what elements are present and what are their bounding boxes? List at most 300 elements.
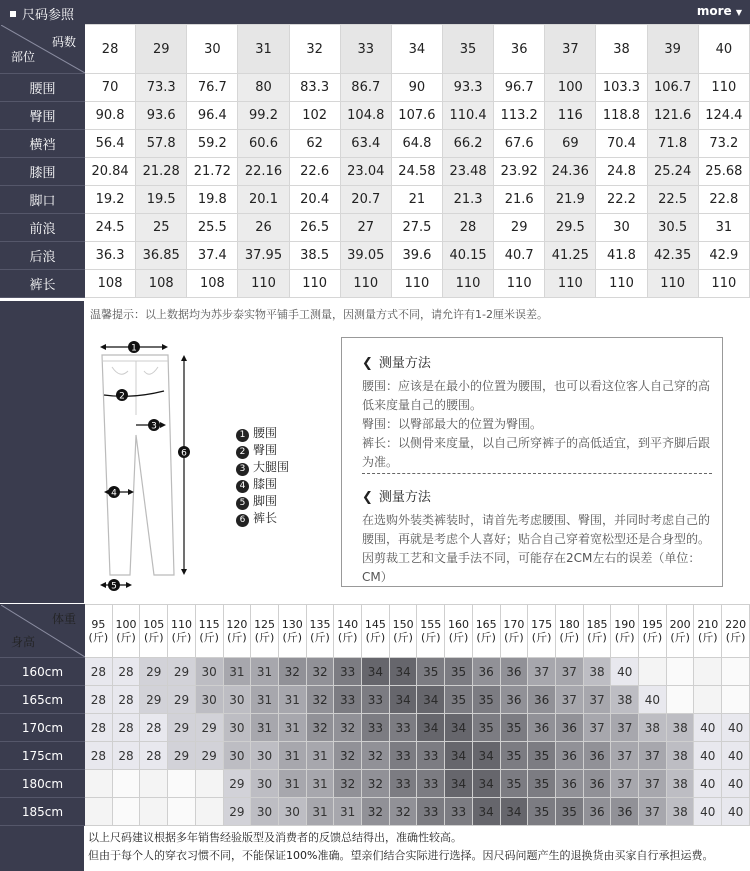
weight-value: 200	[669, 618, 691, 631]
recommend-cell	[666, 658, 694, 686]
recommend-cell: 34	[389, 658, 417, 686]
size-row	[1, 242, 750, 270]
size-cell: 124.4	[698, 102, 749, 130]
recommend-cell: 40	[694, 714, 722, 742]
header-title-text: 尺码参照	[22, 8, 75, 23]
method-title-2-text: 测量方法	[378, 490, 431, 505]
recommend-cell: 36	[611, 798, 639, 826]
size-cell: 24.8	[596, 158, 647, 186]
recommend-cell: 37	[639, 798, 667, 826]
weight-value: 165	[475, 618, 497, 631]
recommend-cell: 34	[417, 714, 445, 742]
size-cell: 21.72	[187, 158, 238, 186]
size-header-row	[1, 25, 750, 74]
size-cell: 25.5	[187, 214, 238, 242]
svg-text:4: 4	[111, 488, 117, 499]
recommend-cell: 37	[611, 714, 639, 742]
method-section-1	[362, 352, 712, 472]
weight-value: 220	[725, 618, 747, 631]
recommend-cell: 37	[555, 658, 583, 686]
size-cell: 27.5	[391, 214, 442, 242]
size-cell: 21	[391, 186, 442, 214]
legend-item	[236, 459, 289, 476]
recommend-cell: 34	[445, 714, 473, 742]
size-cell: 59.2	[187, 130, 238, 158]
weight-unit: (斤)	[670, 631, 690, 644]
recommend-cell: 31	[251, 658, 279, 686]
chevron-left-icon: ❮	[362, 490, 373, 505]
size-cell: 24.58	[391, 158, 442, 186]
square-icon	[10, 11, 16, 17]
recommend-cell: 35	[417, 658, 445, 686]
recommend-cell: 28	[140, 714, 168, 742]
height-label: 185cm	[1, 798, 85, 826]
recommend-cell: 35	[445, 658, 473, 686]
method-title-2	[362, 486, 712, 505]
weight-header-cell	[694, 605, 722, 658]
size-cell: 24.5	[85, 214, 136, 242]
weight-unit: (斤)	[171, 631, 192, 644]
recommend-cell: 34	[362, 658, 390, 686]
recommend-cell: 34	[445, 770, 473, 798]
size-cell: 20.4	[289, 186, 340, 214]
recommend-cell: 38	[639, 714, 667, 742]
weight-value: 105	[143, 618, 165, 631]
recommend-cell: 34	[445, 742, 473, 770]
size-cell: 20.1	[238, 186, 289, 214]
size-header-cell: 31	[238, 25, 289, 74]
size-cell: 116	[545, 102, 596, 130]
size-cell: 26	[238, 214, 289, 242]
method-length: 裤长：以侧骨来度量，以自己所穿裤子的高低适宜，到平齐脚后跟为准。	[362, 436, 711, 469]
weight-row	[1, 658, 750, 686]
size-cell: 110	[391, 270, 442, 298]
size-cell: 42.35	[647, 242, 698, 270]
weight-unit: (斤)	[143, 631, 164, 644]
recommend-cell: 30	[251, 742, 279, 770]
weight-header-cell	[223, 605, 251, 658]
size-cell: 83.3	[289, 74, 340, 102]
weight-header-cell	[168, 605, 196, 658]
recommend-cell: 40	[611, 658, 639, 686]
weight-value: 170	[503, 618, 525, 631]
recommend-cell: 33	[389, 714, 417, 742]
recommend-cell: 28	[85, 742, 113, 770]
recommend-cell: 37	[611, 742, 639, 770]
recommend-cell: 34	[472, 770, 500, 798]
size-row-label: 后浪	[1, 242, 85, 270]
weight-unit: (斤)	[282, 631, 303, 644]
recommend-cell	[140, 770, 168, 798]
recommend-cell: 35	[528, 798, 556, 826]
size-cell: 21.3	[442, 186, 493, 214]
weight-unit: (斤)	[88, 631, 109, 644]
recommend-cell: 32	[306, 658, 334, 686]
chevron-left-icon: ❮	[362, 356, 373, 371]
legend-label: 脚围	[253, 494, 278, 508]
recommend-cell: 34	[389, 686, 417, 714]
recommend-cell: 33	[362, 714, 390, 742]
recommend-cell: 33	[389, 742, 417, 770]
recommend-cell: 40	[722, 798, 750, 826]
size-row	[1, 102, 750, 130]
size-cell: 80	[238, 74, 289, 102]
recommend-cell: 30	[251, 770, 279, 798]
recommend-cell: 38	[666, 714, 694, 742]
size-cell: 110	[340, 270, 391, 298]
size-cell: 110	[494, 270, 545, 298]
recommend-cell: 31	[306, 770, 334, 798]
weight-value: 135	[309, 618, 331, 631]
footer-dark-block	[0, 826, 84, 871]
recommend-cell: 37	[583, 686, 611, 714]
recommend-cell: 31	[278, 714, 306, 742]
size-cell: 19.8	[187, 186, 238, 214]
size-cell: 110	[289, 270, 340, 298]
size-cell: 67.6	[494, 130, 545, 158]
size-cell: 24.36	[545, 158, 596, 186]
recommend-cell: 37	[611, 770, 639, 798]
weight-header-cell	[722, 605, 750, 658]
weight-header-cell	[85, 605, 113, 658]
size-cell: 56.4	[85, 130, 136, 158]
size-cell: 26.5	[289, 214, 340, 242]
recommend-cell: 32	[334, 770, 362, 798]
weight-unit: (斤)	[116, 631, 136, 644]
size-row-label: 裤长	[1, 270, 85, 298]
size-header-cell: 40	[698, 25, 749, 74]
legend-item	[236, 425, 289, 442]
recommend-cell: 28	[112, 658, 140, 686]
weight-value: 195	[641, 618, 663, 631]
weight-header-cell	[278, 605, 306, 658]
weight-value: 145	[364, 618, 386, 631]
method-title-1-text: 测量方法	[378, 356, 431, 371]
recommend-cell: 30	[195, 658, 223, 686]
recommend-cell: 36	[528, 714, 556, 742]
recommend-cell: 30	[223, 686, 251, 714]
recommend-cell: 29	[168, 714, 196, 742]
legend-number: 6	[236, 514, 249, 527]
recommend-cell: 35	[445, 686, 473, 714]
size-cell: 22.6	[289, 158, 340, 186]
size-cell: 104.8	[340, 102, 391, 130]
size-cell: 22.5	[647, 186, 698, 214]
size-cell: 93.6	[136, 102, 187, 130]
weight-header-cell	[334, 605, 362, 658]
weight-unit: (斤)	[365, 631, 386, 644]
weight-header-cell	[417, 605, 445, 658]
size-cell: 66.2	[442, 130, 493, 158]
recommend-cell: 34	[417, 686, 445, 714]
size-cell: 110	[238, 270, 289, 298]
recommend-cell: 37	[639, 770, 667, 798]
size-header-cell: 30	[187, 25, 238, 74]
size-cell: 37.4	[187, 242, 238, 270]
size-row	[1, 158, 750, 186]
size-cell: 60.6	[238, 130, 289, 158]
recommend-cell: 35	[528, 742, 556, 770]
weight-header-cell	[362, 605, 390, 658]
pants-diagram	[92, 335, 212, 595]
left-dark-column	[0, 301, 84, 603]
size-cell: 21.28	[136, 158, 187, 186]
weight-header-cell	[611, 605, 639, 658]
recommend-cell: 40	[694, 798, 722, 826]
weight-unit: (斤)	[227, 631, 247, 644]
recommend-cell: 30	[278, 798, 306, 826]
svg-text:2: 2	[119, 391, 125, 402]
weight-header-cell	[140, 605, 168, 658]
weight-value: 150	[392, 618, 414, 631]
weight-height-table	[0, 604, 750, 826]
recommend-cell: 34	[472, 742, 500, 770]
weight-header-cell	[195, 605, 223, 658]
svg-text:6: 6	[181, 448, 187, 459]
weight-header-cell	[472, 605, 500, 658]
recommend-cell: 33	[389, 770, 417, 798]
recommend-cell: 33	[362, 686, 390, 714]
size-header-cell: 29	[136, 25, 187, 74]
recommend-cell: 31	[251, 714, 279, 742]
size-cell: 37.95	[238, 242, 289, 270]
recommend-cell: 28	[85, 658, 113, 686]
size-cell: 106.7	[647, 74, 698, 102]
footer-line-2: 但由于每个人的穿衣习惯不同，不能保证100%准确。望亲们结合实际进行选择。因尺码问题产生的退换货由买家自行承担运费。	[88, 849, 714, 862]
size-cell: 107.6	[391, 102, 442, 130]
recommend-cell: 35	[555, 798, 583, 826]
recommend-cell: 35	[472, 714, 500, 742]
size-cell: 63.4	[340, 130, 391, 158]
size-cell: 29	[494, 214, 545, 242]
recommend-cell	[195, 770, 223, 798]
recommend-cell: 36	[500, 686, 528, 714]
size-row-label: 横裆	[1, 130, 85, 158]
weight-unit: (斤)	[393, 631, 413, 644]
legend-label: 膝围	[253, 477, 278, 491]
recommend-cell: 32	[306, 714, 334, 742]
method-title-1	[362, 352, 712, 371]
size-cell: 22.2	[596, 186, 647, 214]
size-header-cell: 36	[494, 25, 545, 74]
size-cell: 76.7	[187, 74, 238, 102]
size-cell: 20.84	[85, 158, 136, 186]
recommend-cell: 31	[278, 770, 306, 798]
legend-item	[236, 442, 289, 459]
weight-unit: (斤)	[587, 631, 607, 644]
size-cell: 71.8	[647, 130, 698, 158]
recommend-cell: 31	[251, 686, 279, 714]
footer-line-1: 以上尺码建议根据多年销售经验版型及消费者的反馈总结得出，准确性较高。	[88, 831, 462, 844]
size-cell: 57.8	[136, 130, 187, 158]
size-row-label: 脚口	[1, 186, 85, 214]
recommend-cell: 28	[112, 742, 140, 770]
height-label: 180cm	[1, 770, 85, 798]
svg-text:5: 5	[111, 581, 117, 592]
recommend-cell: 31	[334, 798, 362, 826]
recommend-cell: 33	[417, 742, 445, 770]
size-cell: 30.5	[647, 214, 698, 242]
corner-label-size: 码数	[51, 35, 76, 49]
recommend-cell: 35	[528, 770, 556, 798]
size-cell: 41.8	[596, 242, 647, 270]
recommend-cell: 29	[168, 742, 196, 770]
recommend-cell: 38	[583, 658, 611, 686]
size-cell: 41.25	[545, 242, 596, 270]
dashed-divider	[362, 473, 712, 474]
weight-header-cell	[555, 605, 583, 658]
recommend-cell: 38	[666, 742, 694, 770]
weight-header-row	[1, 605, 750, 658]
recommend-cell: 29	[223, 770, 251, 798]
size-cell: 23.48	[442, 158, 493, 186]
recommend-cell: 29	[223, 798, 251, 826]
legend-label: 臀围	[253, 443, 278, 457]
weight-header-cell	[500, 605, 528, 658]
size-cell: 20.7	[340, 186, 391, 214]
weight-header-cell	[445, 605, 473, 658]
weight-unit: (斤)	[476, 631, 496, 644]
recommend-cell: 30	[223, 742, 251, 770]
weight-row	[1, 770, 750, 798]
weight-unit: (斤)	[254, 631, 275, 644]
recommend-cell	[694, 658, 722, 686]
size-cell: 90.8	[85, 102, 136, 130]
weight-unit: (斤)	[725, 631, 746, 644]
more-label: more	[696, 4, 732, 18]
size-cell: 40.7	[494, 242, 545, 270]
legend-label: 裤长	[253, 511, 278, 525]
size-header-cell: 34	[391, 25, 442, 74]
more-link[interactable]	[697, 4, 742, 18]
recommend-cell: 34	[472, 798, 500, 826]
recommend-cell: 37	[555, 686, 583, 714]
size-cell: 42.9	[698, 242, 749, 270]
size-cell: 118.8	[596, 102, 647, 130]
size-cell: 90	[391, 74, 442, 102]
recommend-cell	[85, 798, 113, 826]
recommend-cell: 32	[362, 770, 390, 798]
size-cell: 38.5	[289, 242, 340, 270]
size-cell: 25.68	[698, 158, 749, 186]
size-cell: 39.05	[340, 242, 391, 270]
recommend-cell: 40	[694, 742, 722, 770]
recommend-cell: 37	[583, 714, 611, 742]
recommend-cell: 30	[195, 686, 223, 714]
recommend-cell: 37	[528, 658, 556, 686]
legend-number: 2	[236, 446, 249, 459]
weight-value: 120	[226, 618, 248, 631]
legend-item	[236, 476, 289, 493]
size-header-cell: 37	[545, 25, 596, 74]
recommend-cell: 36	[583, 770, 611, 798]
legend-number: 4	[236, 480, 249, 493]
recommend-cell: 29	[195, 714, 223, 742]
recommend-cell: 29	[140, 686, 168, 714]
height-label: 165cm	[1, 686, 85, 714]
legend-number: 1	[236, 429, 249, 442]
size-cell: 110	[545, 270, 596, 298]
recommend-cell	[722, 658, 750, 686]
size-cell: 30	[596, 214, 647, 242]
recommend-cell: 29	[195, 742, 223, 770]
size-cell: 36.85	[136, 242, 187, 270]
weight-value: 155	[420, 618, 442, 631]
weight-value: 160	[447, 618, 469, 631]
size-cell: 93.3	[442, 74, 493, 102]
legend-label: 大腿围	[253, 460, 290, 474]
recommend-cell: 28	[85, 686, 113, 714]
recommend-cell: 28	[140, 742, 168, 770]
weight-unit: (斤)	[504, 631, 524, 644]
weight-value: 175	[531, 618, 553, 631]
recommend-cell: 31	[278, 686, 306, 714]
recommend-cell: 36	[528, 686, 556, 714]
recommend-cell: 28	[85, 714, 113, 742]
legend-item	[236, 510, 289, 527]
recommend-cell: 40	[694, 770, 722, 798]
header-bar	[0, 0, 750, 24]
size-row	[1, 214, 750, 242]
method-waist: 腰围：应该是在最小的位置为腰围，也可以看这位客人自己穿的高低来度量自己的腰围。	[362, 379, 711, 412]
recommend-cell: 40	[722, 770, 750, 798]
triangle-down-icon: ▼	[735, 8, 742, 17]
method-section-2	[362, 486, 712, 587]
weight-unit: (斤)	[337, 631, 358, 644]
size-row-label: 前浪	[1, 214, 85, 242]
recommend-cell: 36	[555, 714, 583, 742]
recommend-cell: 35	[500, 742, 528, 770]
size-cell: 103.3	[596, 74, 647, 102]
weight-header-cell	[583, 605, 611, 658]
recommend-cell: 38	[611, 686, 639, 714]
recommend-cell: 28	[112, 714, 140, 742]
diagonal-header	[1, 605, 84, 657]
size-cell: 22.8	[698, 186, 749, 214]
weight-value: 125	[254, 618, 276, 631]
weight-unit: (斤)	[310, 631, 330, 644]
recommend-cell: 38	[666, 770, 694, 798]
method-hip: 臀围：以臀部最大的位置为臀围。	[362, 417, 543, 431]
weight-header-cell	[528, 605, 556, 658]
size-cell: 62	[289, 130, 340, 158]
recommend-cell: 33	[334, 686, 362, 714]
weight-value: 95	[91, 618, 106, 631]
recommend-cell	[639, 658, 667, 686]
svg-text:1: 1	[131, 343, 137, 354]
recommend-cell: 34	[500, 798, 528, 826]
corner-label-weight: 体重	[51, 612, 76, 626]
weight-row	[1, 714, 750, 742]
corner-label-part: 部位	[11, 50, 36, 64]
size-cell: 25	[136, 214, 187, 242]
recommend-cell: 36	[500, 658, 528, 686]
recommend-cell	[168, 798, 196, 826]
size-cell: 39.6	[391, 242, 442, 270]
recommend-cell: 33	[334, 658, 362, 686]
size-cell: 108	[136, 270, 187, 298]
size-cell: 23.04	[340, 158, 391, 186]
weight-unit: (斤)	[420, 631, 441, 644]
recommend-cell: 32	[389, 798, 417, 826]
recommend-cell	[722, 686, 750, 714]
recommend-cell	[694, 686, 722, 714]
legend-item	[236, 493, 289, 510]
size-header-cell: 33	[340, 25, 391, 74]
weight-header-cell	[306, 605, 334, 658]
size-row	[1, 270, 750, 298]
weight-value: 180	[558, 618, 580, 631]
